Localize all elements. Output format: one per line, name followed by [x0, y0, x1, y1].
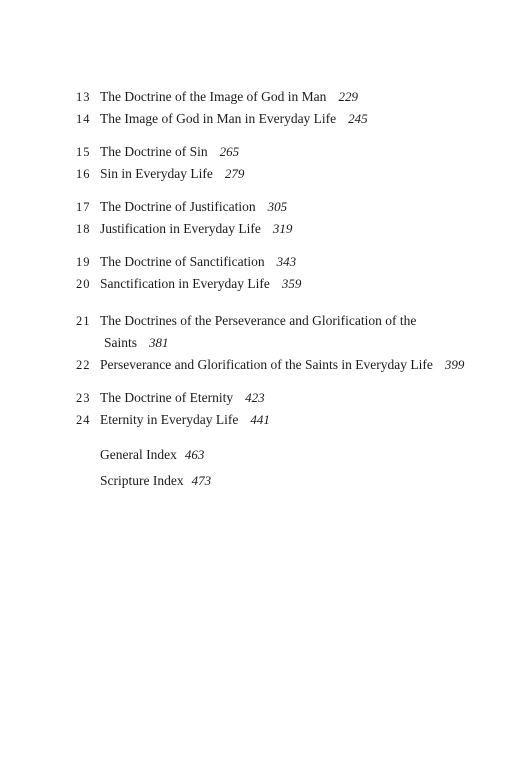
chapter-title: Sin in Everyday Life: [100, 166, 213, 181]
chapter-number: 22: [76, 358, 91, 372]
chapter-title: The Image of God in Man in Everyday Life: [100, 111, 337, 126]
toc-group: [76, 141, 496, 185]
toc-entry-scripture-index[interactable]: [76, 468, 496, 494]
chapter-title: Eternity in Everyday Life: [100, 412, 239, 427]
page-number: 463: [184, 447, 205, 462]
toc-entry-20[interactable]: [76, 273, 496, 295]
toc-entry-15[interactable]: [76, 141, 496, 163]
toc-group: [76, 196, 496, 240]
chapter-number: 21: [76, 314, 91, 328]
table-of-contents: [76, 86, 496, 494]
chapter-number: 15: [76, 145, 91, 159]
page-number: 423: [245, 390, 265, 405]
index-title: Scripture Index: [100, 473, 184, 488]
toc-entry-16[interactable]: [76, 163, 496, 185]
toc-entry-17[interactable]: [76, 196, 496, 218]
chapter-title: Sanctification in Everyday Life: [100, 276, 270, 291]
toc-group: [76, 251, 496, 295]
chapter-number: 19: [76, 255, 91, 269]
chapter-number: 16: [76, 167, 91, 181]
page-number: 441: [250, 412, 270, 427]
page-number: 229: [338, 89, 358, 104]
chapter-title: Perseverance and Glorification of the Saints in Everyday Life: [100, 357, 433, 372]
chapter-number: 23: [76, 391, 91, 405]
page-number: 381: [149, 335, 169, 350]
index-list: [76, 442, 496, 494]
toc-group: [76, 310, 496, 376]
chapter-title: The Doctrine of Eternity: [100, 390, 234, 405]
chapter-title-line2-wrap: [100, 332, 496, 354]
chapter-number: 14: [76, 112, 91, 126]
toc-entry-13[interactable]: [76, 86, 496, 108]
chapter-title-line2: Saints: [104, 335, 138, 350]
chapter-title: The Doctrine of the Image of God in Man: [100, 89, 327, 104]
toc-group: [76, 86, 496, 130]
chapter-title: The Doctrine of Justification: [100, 199, 256, 214]
page-number: 279: [224, 166, 245, 181]
chapter-title-line1: The Doctrines of the Perseverance and Glorification of the: [100, 313, 417, 328]
page-number: 305: [267, 199, 288, 214]
chapter-title: Justification in Everyday Life: [100, 221, 261, 236]
toc-entry-22[interactable]: [76, 354, 496, 376]
page-number: 265: [219, 144, 240, 159]
toc-entry-21[interactable]: [76, 310, 496, 354]
toc-entry-general-index[interactable]: [76, 442, 496, 468]
toc-group: [76, 387, 496, 431]
chapter-number: 17: [76, 200, 91, 214]
chapter-title: The Doctrine of Sin: [100, 144, 208, 159]
toc-entry-18[interactable]: [76, 218, 496, 240]
page-number: 473: [191, 473, 212, 488]
page-number: 359: [281, 276, 302, 291]
toc-entry-23[interactable]: [76, 387, 496, 409]
toc-entry-24[interactable]: [76, 409, 496, 431]
index-title: General Index: [100, 447, 177, 462]
chapter-number: 20: [76, 277, 91, 291]
page-number: 319: [272, 221, 293, 236]
toc-entry-14[interactable]: [76, 108, 496, 130]
toc-entry-19[interactable]: [76, 251, 496, 273]
chapter-number: 13: [76, 90, 91, 104]
chapter-number: 18: [76, 222, 91, 236]
chapter-number: 24: [76, 413, 91, 427]
page-number: 245: [348, 111, 368, 126]
chapter-title: The Doctrine of Sanctification: [100, 254, 265, 269]
page-number: 343: [276, 254, 297, 269]
page-number: 399: [444, 357, 465, 372]
